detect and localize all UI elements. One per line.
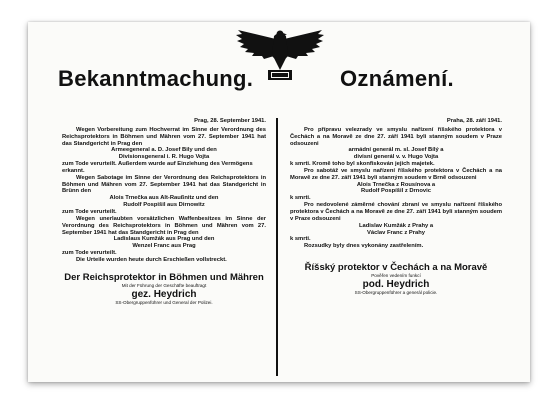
czech-signature-rank: SS-Obergruppenführer a generál policie. (354, 290, 438, 296)
german-paragraph-7: Die Urteile wurden heute durch Erschießen vollstreckt. (76, 256, 227, 263)
czech-name: Rudolf Pospíšil z Drnovic (361, 188, 431, 195)
german-paragraph-1: Wegen Vorbereitung zum Hochverrat im Sinne der Verordnung des Reichsprotektors in Böhmen und Mähren vom 27. September 1941 hat das Standgericht in Prag den (62, 126, 266, 147)
czech-paragraph-1: Pro přípravu velezrady ve smyslu nařízení říšského protektora v Čechách a na Moravě ze dne 27. září 1941 byli stanným soudem v Praze odsouzeni (290, 126, 502, 147)
german-name: Ladislaus Kumžák aus Prag und den (113, 236, 215, 243)
czech-paragraph-7: Rozsudky byly dnes vykonány zastřelením. (304, 243, 424, 250)
german-paragraph-2: zum Tode verurteilt. Außerdem wurde auf Einziehung des Vermögens erkannt. (62, 161, 253, 174)
german-column (62, 118, 266, 306)
german-name: Rudolf Pospišil aus Dirnowitz (123, 202, 205, 209)
czech-paragraph-4: k smrti. (290, 195, 311, 202)
german-paragraph-4: zum Tode verurteilt. (62, 208, 117, 215)
german-paragraph-5: Wegen unerlaubten vorsätzlichen Waffenbesitzes im Sinne der Verordnung des Reichsprotektors in Böhmen und Mähren vom 27. September 1941 hat das Standgericht in Prag den (62, 215, 266, 236)
german-signature-name: gez. Heydrich (131, 288, 197, 300)
czech-paragraph-2: k smrti. Kromě toho byl skonfiskován jejich majetek. (290, 161, 435, 168)
column-divider (276, 118, 278, 376)
german-paragraph-6: zum Tode verurteilt. (62, 250, 117, 257)
czech-column (290, 118, 502, 296)
czech-paragraph-3: Pro sabotáž ve smyslu nařízení říšského protektora v Čechách a na Moravě ze dne 27. září 1941 byli stanným soudem v Brně odsouzeni (290, 167, 502, 181)
czech-signature-title: Říšský protektor v Čechách a na Moravě (304, 262, 488, 274)
czech-name: Alois Trnečka z Rousínova a (356, 181, 436, 188)
czech-paragraph-6: k smrti. (290, 236, 311, 243)
czech-name: Václav Franc z Prahy (366, 229, 425, 236)
german-name: Wenzel Franc aus Prag (132, 243, 196, 250)
czech-signature-name: pod. Heydrich (362, 279, 430, 291)
proclamation-poster (28, 22, 530, 382)
czech-name: divisní generál v. v. Hugo Vojta (353, 154, 439, 161)
german-name: Alois Trnečka aus Alt-Raußnitz und den (109, 195, 219, 202)
german-signature-rank: SS-Obergruppenführer und General der Polizei. (115, 299, 213, 305)
czech-name: Ladislav Kumžák z Prahy a (358, 222, 434, 229)
czech-paragraph-5: Pro nedovolené záměrné chování zbraní ve smyslu nařízení říšského protektora v Čechách a na Moravě ze dne 27. září 1941 byli stanným soudem v Praze odsouzeni (290, 202, 502, 222)
czech-name: armádní generál m. sl. Josef Bílý a (348, 147, 444, 154)
czech-date: Praha, 28. září 1941. (446, 118, 502, 124)
german-signature-title: Der Reichsprotektor in Böhmen und Mähren (64, 271, 264, 283)
german-date: Prag, 28. September 1941. (194, 118, 266, 124)
czech-signature-sub: Pověřen vedením funkcí (371, 273, 421, 279)
heading-german: Bekanntmachung. (58, 66, 254, 91)
heading-czech: Oznámení. (340, 66, 454, 91)
german-name: Divisionsgeneral i. R. Hugo Vojta (118, 154, 210, 161)
german-signature-sub: Mit der Führung der Geschäfte beauftragt (121, 282, 207, 288)
german-name: Armeegeneral a. D. Josef Bily und den (111, 147, 217, 154)
german-paragraph-3: Wegen Sabotage im Sinne der Verordnung des Reichsprotektors in Böhmen und Mähren vom 27. September 1941 hat das Standgericht in Brünn den (62, 174, 266, 195)
